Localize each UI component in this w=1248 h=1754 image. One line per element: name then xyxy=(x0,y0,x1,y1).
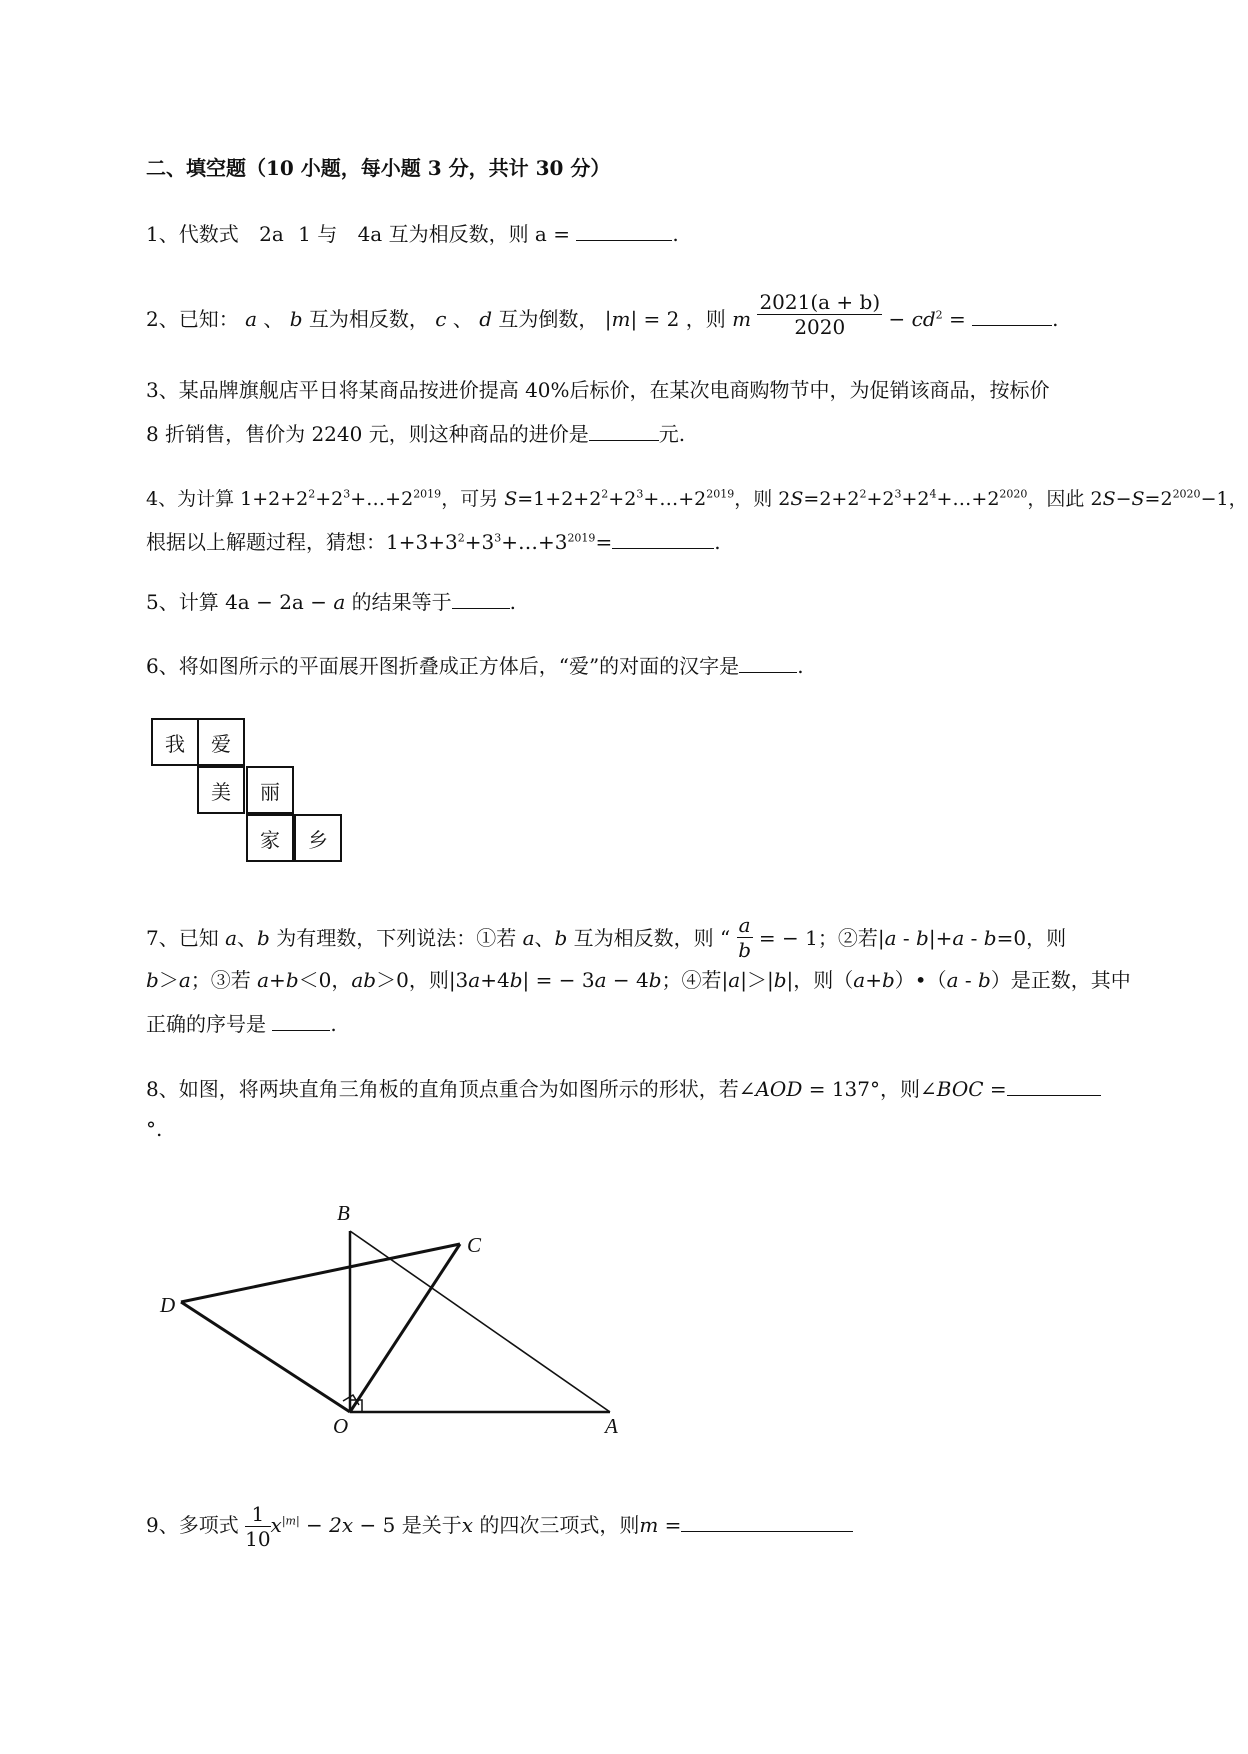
question-8-line-1: 8、如图，将两块直角三角板的直角顶点重合为如图所示的形状，若∠AOD = 137°，则∠BOC = xyxy=(146,1075,1101,1103)
segment-DO xyxy=(181,1302,350,1412)
question-5: 5、计算 4a − 2a − a 的结果等于 . xyxy=(146,590,516,614)
question-9: 9、多项式 $\frac{1}{10}$ $x^{|m|} - 2x - 5$ 是关于x 的四次三项式，则m = xyxy=(146,1502,853,1551)
cube-net-cell-xiang: 乡 xyxy=(294,814,342,862)
question-4-line-1: 4、为计算 $1+2+2^2+2^3+\dots+2^{2019}$，可另 $S=1+2+2^2+2^3+\dots+2^{2019}$，则 $2S=2+2^2+2^3+2^4+\dots+2^{2020}$，因此 $2S-S=2^{2020}-1$， xyxy=(146,487,1248,510)
question-7-line-2: b＞a；③若 a+b＜0，ab＞0，则|3a+4b| = − 3a − 4b；④若|a|＞|b|，则（a+b）•（a - b）是正数，其中 xyxy=(146,968,1131,992)
label-B: B xyxy=(337,1201,350,1225)
question-1: 1、代数式 2a 1 与 4a 互为相反数，则 a = . xyxy=(146,222,679,246)
cube-net-cell-li: 丽 xyxy=(246,766,294,814)
cube-net-cell-ai: 爱 xyxy=(197,718,245,766)
label-A: A xyxy=(605,1414,618,1438)
question-7-line-3: 正确的序号是 . xyxy=(146,1012,337,1036)
label-C: C xyxy=(467,1233,482,1257)
fraction-2021-over-2020: $\frac{2021(a + b)}{2020}$ xyxy=(759,290,881,339)
fraction-1-over-10: $\frac{1}{10}$ xyxy=(245,1502,271,1551)
cube-net-cell-wo: 我 xyxy=(151,718,199,766)
question-2: 2、已知： a 、 b 互为相反数， c 、 d 互为倒数， |m| = 2 ，则 m $\frac{2021(a + b)}{2020}$ − $cd^2$ = . xyxy=(146,290,1059,339)
label-O: O xyxy=(333,1414,349,1438)
question-3-line-1: 3、某品牌旗舰店平日将某商品按进价提高 40%后标价，在某次电商购物节中，为促销该商品，按标价 xyxy=(146,378,1050,402)
question-4-line-2: 根据以上解题过程，猜想：$1+3+3^2+3^3+\dots+3^{2019}=$ . xyxy=(146,530,721,554)
cube-net-cell-jia: 家 xyxy=(246,814,294,862)
cube-net-cell-mei: 美 xyxy=(197,766,245,814)
section-title: 二、填空题（10 小题，每小题 3 分，共计 30 分） xyxy=(146,156,611,180)
segment-DC xyxy=(181,1244,460,1302)
answer-blank-9[interactable] xyxy=(681,1513,853,1532)
label-D: D xyxy=(160,1293,176,1317)
fraction-a-over-b: $\frac{a}{b}$ xyxy=(738,913,751,962)
question-3-line-2: 8 折销售，售价为 2240 元，则这种商品的进价是 元. xyxy=(146,422,686,446)
question-6: 6、将如图所示的平面展开图折叠成正方体后，“爱”的对面的汉字是 . xyxy=(146,654,804,678)
question-7-line-1: 7、已知 a、b 为有理数，下列说法：①若 a、b 互为相反数，则 “ $\frac{a}{b}$ = − 1；②若|a - b|+a - b=0，则 xyxy=(146,913,1067,962)
question-8-line-2: °. xyxy=(146,1117,163,1141)
